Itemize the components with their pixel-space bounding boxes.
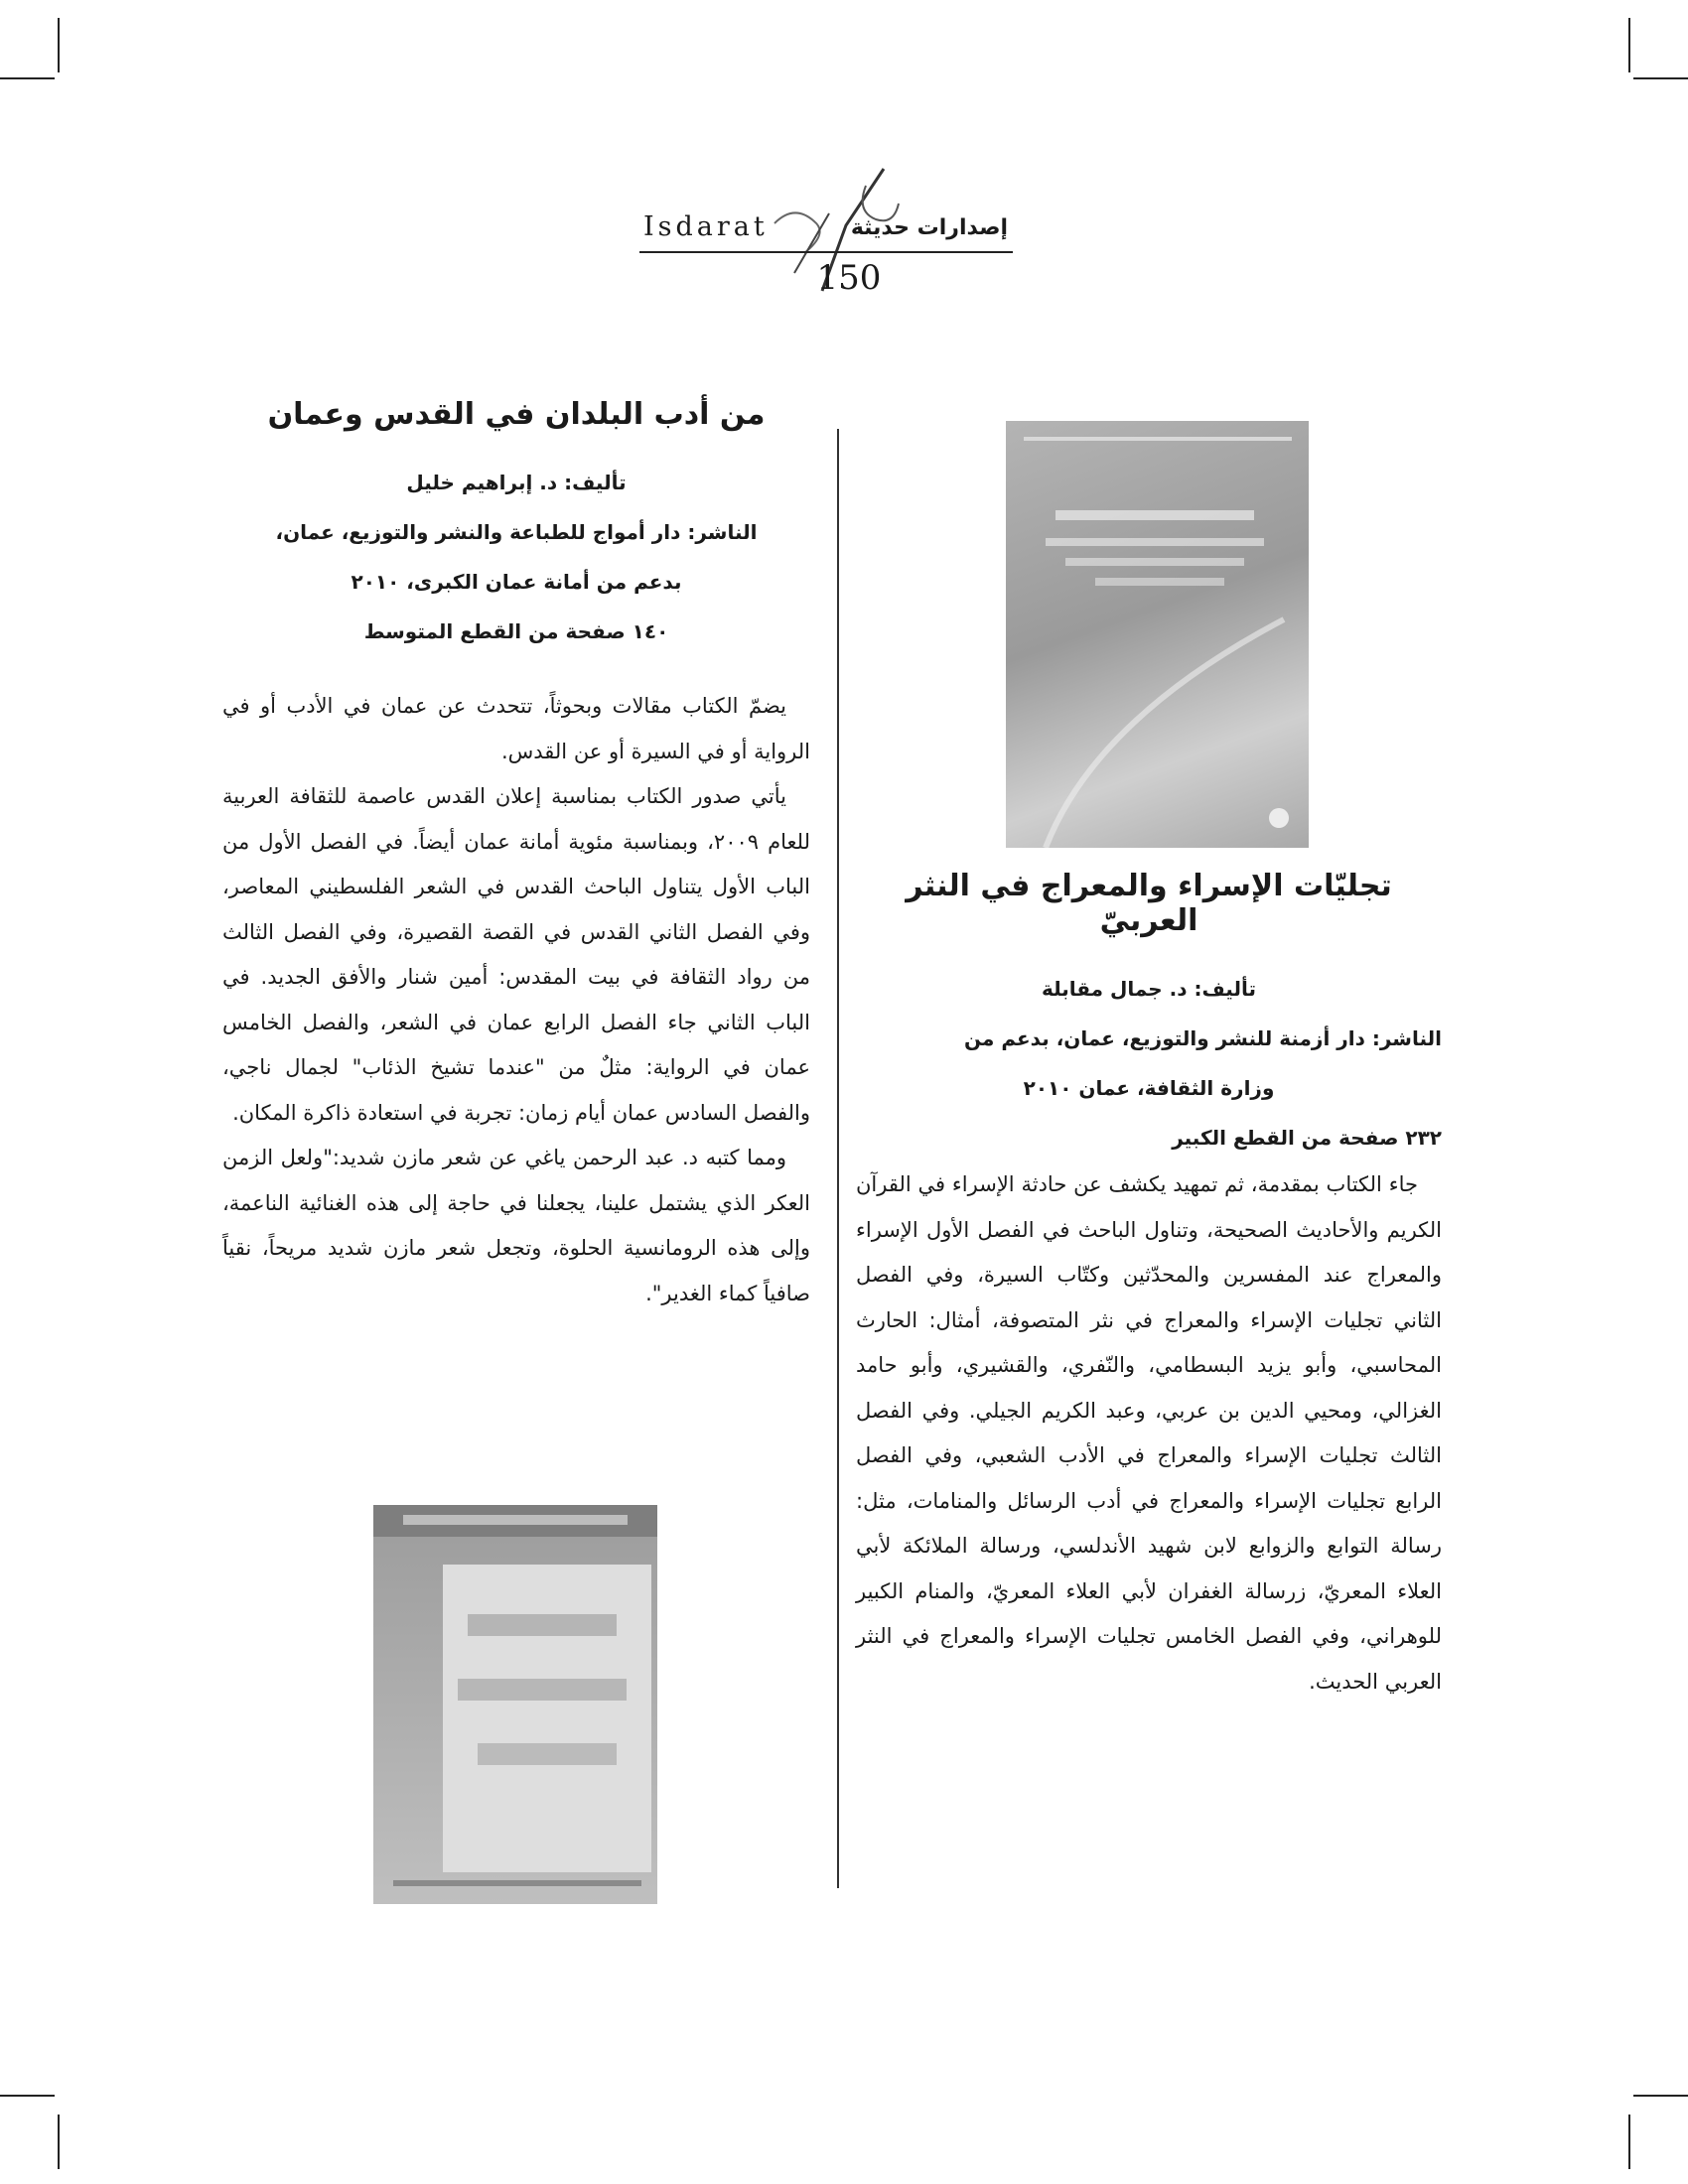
book-cover-isra-miraj — [1006, 421, 1309, 848]
section-title-latin: Isdarat — [643, 211, 769, 242]
crop-mark — [1633, 77, 1688, 79]
crop-mark — [1633, 2095, 1688, 2097]
book-meta — [856, 964, 1442, 1162]
page-header — [635, 164, 1013, 303]
book-title: من أدب البلدان في القدس وعمان — [267, 397, 766, 432]
crop-mark — [0, 2095, 55, 2097]
page-number: 150 — [816, 258, 882, 298]
review-isra-miraj — [856, 869, 1442, 1705]
book-author: تأليف: د. إبراهيم خليل — [406, 471, 627, 494]
book-meta — [222, 458, 810, 656]
book-publisher: الناشر: دار أزمنة للنشر والتوزيع، عمان، بدعم من — [963, 1026, 1442, 1050]
book-title: تجليّات الإسراء والمعراج في النثر العربيّ — [906, 869, 1392, 938]
crop-mark — [58, 2115, 60, 2169]
book-description: يضمّ الكتاب مقالات وبحوثاً، تتحدث عن عمان في الأدب أو في الرواية أو في السيرة أو عن القدس. — [222, 694, 810, 763]
book-pages: ١٤٠ صفحة من القطع المتوسط — [363, 619, 669, 643]
header-rule — [639, 251, 1013, 253]
crop-mark — [0, 77, 55, 79]
crop-mark — [1628, 2115, 1630, 2169]
crop-mark — [1628, 18, 1630, 72]
book-cover-adab-buldan — [373, 1505, 657, 1904]
book-pages: ٢٣٢ صفحة من القطع الكبير — [1172, 1126, 1442, 1150]
book-publisher-cont: بدعم من أمانة عمان الكبرى، ٢٠١٠ — [351, 570, 682, 594]
book-description: جاء الكتاب بمقدمة، ثم تمهيد يكشف عن حادثة الإسراء في القرآن الكريم والأحاديث الصحيحة، وتناول الباحث في الفصل الأول الإسراء والمعراج عند المفسرين والمحدّثين وكتّاب السيرة، وفي الفصل الثاني تجليات الإسراء والمعراج في نثر المتصوفة، أمثال: الحارث المحاسبي، وأبو يزيد البسطامي، والنّفري، والقشيري، وأبو حامد الغزالي، ومحيي الدين بن عربي، وعبد الكريم الجيلي. وفي الفصل الثالث تجليات الإسراء والمعراج في الأدب الشعبي، وفي الفصل الرابع تجليات الإسراء والمعراج في أدب الرسائل والمنامات، مثل: رسالة التوابع والزوابع لابن شهيد الأندلسي، ورسالة الملائكة لأبي العلاء المعريّ، زرسالة الغفران لأبي العلاء المعريّ، والمنام الكبير للوهراني، وفي الفصل الخامس تجليات الإسراء والمعراج في النثر العربي الحديث. — [856, 1172, 1442, 1694]
review-adab-buldan — [222, 397, 810, 1316]
section-title-arabic: إصدارات حديثة — [850, 215, 1008, 240]
book-author: تأليف: د. جمال مقابلة — [1041, 977, 1257, 1001]
book-cover-image-icon — [1006, 421, 1309, 848]
book-quote: ومما كتبه د. عبد الرحمن ياغي عن شعر مازن شديد:"ولعل الزمن العكر الذي يشتمل علينا، يجعلنا في حاجة إلى هذه الغنائية الناعمة، وإلى هذه الرومانسية الحلوة، وتجعل شعر مازن شديد مريحاً، نقياً صافياً كماء الغدير". — [222, 1146, 810, 1305]
book-description: يأتي صدور الكتاب بمناسبة إعلان القدس عاصمة للثقافة العربية للعام ٢٠٠٩، وبمناسبة مئوية أمانة عمان أيضاً. في الفصل الأول من الباب الأول يتناول الباحث القدس في الشعر الفلسطيني المعاصر، وفي الفصل الثاني القدس في القصة القصيرة، وفي الفصل الثالث من رواد الثقافة في بيت المقدس: أمين شنار والأفق الجديد. في الباب الثاني جاء الفصل الرابع عمان في الشعر، والفصل الخامس عمان في الرواية: مثلٌ من "عندما تشيخ الذئاب" لجمال ناجي، والفصل السادس عمان أيام زمان: تجربة في استعادة ذاكرة المكان. — [222, 784, 810, 1125]
book-cover-image-icon — [373, 1505, 657, 1904]
book-publisher: الناشر: دار أمواج للطباعة والنشر والتوزيع، عمان، — [275, 520, 758, 544]
book-publisher-cont: وزارة الثقافة، عمان ٢٠١٠ — [1023, 1076, 1275, 1100]
crop-mark — [58, 18, 60, 72]
column-divider — [837, 429, 839, 1888]
